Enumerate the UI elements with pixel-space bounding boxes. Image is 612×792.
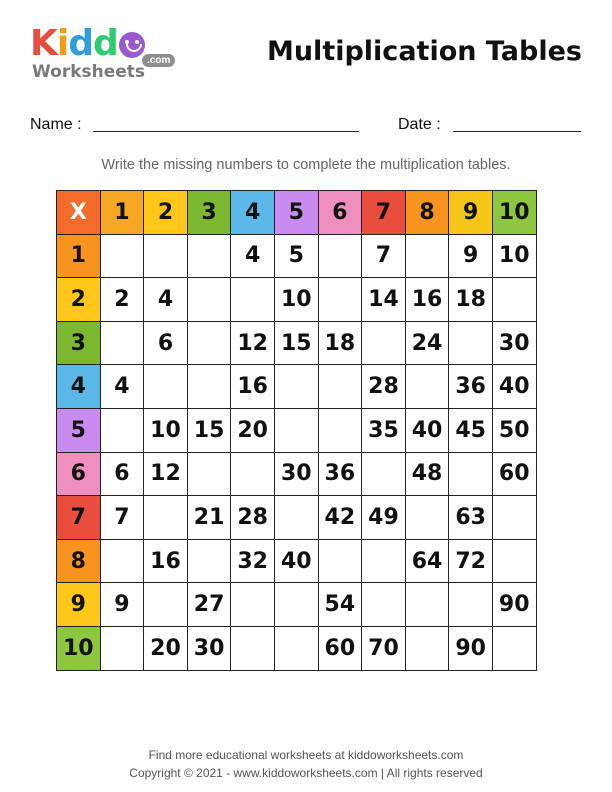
value-cell: 49 xyxy=(362,496,406,540)
blank-answer-cell[interactable] xyxy=(318,408,362,452)
blank-answer-cell[interactable] xyxy=(231,626,275,670)
name-field[interactable] xyxy=(93,131,359,132)
value-cell: 45 xyxy=(449,408,493,452)
table-row xyxy=(57,452,537,496)
value-cell: 24 xyxy=(405,321,449,365)
value-cell: 36 xyxy=(449,365,493,409)
value-cell: 30 xyxy=(492,321,536,365)
blank-answer-cell[interactable] xyxy=(100,626,144,670)
blank-answer-cell[interactable] xyxy=(231,278,275,322)
value-cell: 2 xyxy=(100,278,144,322)
row-header-cell: 4 xyxy=(57,365,101,409)
value-cell: 60 xyxy=(492,452,536,496)
value-cell: 48 xyxy=(405,452,449,496)
table-row xyxy=(57,365,537,409)
value-cell: 60 xyxy=(318,626,362,670)
value-cell: 4 xyxy=(100,365,144,409)
value-cell: 28 xyxy=(362,365,406,409)
column-header-cell: 10 xyxy=(492,191,536,235)
logo-domain-badge: .com xyxy=(142,54,175,67)
kiddo-worksheets-logo xyxy=(30,23,180,84)
table-row xyxy=(57,321,537,365)
value-cell: 28 xyxy=(231,496,275,540)
value-cell: 10 xyxy=(274,278,318,322)
blank-answer-cell[interactable] xyxy=(405,365,449,409)
column-header-cell: 3 xyxy=(187,191,231,235)
row-header-cell: 9 xyxy=(57,583,101,627)
blank-answer-cell[interactable] xyxy=(492,626,536,670)
value-cell: 72 xyxy=(449,539,493,583)
value-cell: 90 xyxy=(492,583,536,627)
instructions-text: Write the missing numbers to complete the multiplication tables. xyxy=(101,157,511,173)
value-cell: 90 xyxy=(449,626,493,670)
blank-answer-cell[interactable] xyxy=(100,539,144,583)
blank-answer-cell[interactable] xyxy=(100,234,144,278)
blank-answer-cell[interactable] xyxy=(274,583,318,627)
value-cell: 54 xyxy=(318,583,362,627)
logo-letter: d xyxy=(68,23,94,64)
value-cell: 9 xyxy=(449,234,493,278)
column-header-cell: 7 xyxy=(362,191,406,235)
blank-answer-cell[interactable] xyxy=(144,496,188,540)
blank-answer-cell[interactable] xyxy=(362,452,406,496)
footer-promo: Find more educational worksheets at kiddoworksheets.com xyxy=(148,748,464,762)
table-row xyxy=(57,496,537,540)
blank-answer-cell[interactable] xyxy=(492,278,536,322)
blank-answer-cell[interactable] xyxy=(144,365,188,409)
column-header-cell: 1 xyxy=(100,191,144,235)
blank-answer-cell[interactable] xyxy=(318,278,362,322)
blank-answer-cell[interactable] xyxy=(492,539,536,583)
value-cell: 40 xyxy=(274,539,318,583)
blank-answer-cell[interactable] xyxy=(144,234,188,278)
value-cell: 16 xyxy=(231,365,275,409)
column-header-cell: 4 xyxy=(231,191,275,235)
blank-answer-cell[interactable] xyxy=(274,408,318,452)
value-cell: 40 xyxy=(405,408,449,452)
blank-answer-cell[interactable] xyxy=(492,496,536,540)
logo-subtitle: Worksheets xyxy=(32,62,146,82)
value-cell: 5 xyxy=(274,234,318,278)
row-header-cell: 8 xyxy=(57,539,101,583)
column-header-cell: 6 xyxy=(318,191,362,235)
value-cell: 64 xyxy=(405,539,449,583)
value-cell: 30 xyxy=(187,626,231,670)
value-cell: 16 xyxy=(405,278,449,322)
value-cell: 14 xyxy=(362,278,406,322)
footer-copyright: Copyright © 2021 - www.kiddoworksheets.com | All rights reserved xyxy=(129,766,483,780)
value-cell: 4 xyxy=(231,234,275,278)
table-row xyxy=(57,539,537,583)
value-cell: 7 xyxy=(100,496,144,540)
logo-letter: i xyxy=(56,23,69,64)
value-cell: 10 xyxy=(492,234,536,278)
value-cell: 32 xyxy=(231,539,275,583)
name-label: Name : xyxy=(30,116,82,133)
table-row xyxy=(57,408,537,452)
value-cell: 40 xyxy=(492,365,536,409)
table-row xyxy=(57,234,537,278)
value-cell: 70 xyxy=(362,626,406,670)
value-cell: 7 xyxy=(362,234,406,278)
blank-answer-cell[interactable] xyxy=(449,452,493,496)
row-header-cell: 3 xyxy=(57,321,101,365)
value-cell: 15 xyxy=(274,321,318,365)
value-cell: 12 xyxy=(231,321,275,365)
value-cell: 50 xyxy=(492,408,536,452)
value-cell: 18 xyxy=(449,278,493,322)
date-field[interactable] xyxy=(453,131,581,132)
logo-letter: K xyxy=(30,23,57,64)
page-title: Multiplication Tables xyxy=(266,36,582,67)
row-header-cell: 2 xyxy=(57,278,101,322)
column-header-cell: 8 xyxy=(405,191,449,235)
value-cell: 35 xyxy=(362,408,406,452)
column-header-cell: 2 xyxy=(144,191,188,235)
column-header-cell: 9 xyxy=(449,191,493,235)
row-header-cell: 5 xyxy=(57,408,101,452)
value-cell: 12 xyxy=(144,452,188,496)
value-cell: 4 xyxy=(144,278,188,322)
table-row xyxy=(57,626,537,670)
blank-answer-cell[interactable] xyxy=(187,452,231,496)
value-cell: 9 xyxy=(100,583,144,627)
header-row xyxy=(57,191,537,235)
row-header-cell: 6 xyxy=(57,452,101,496)
table-row xyxy=(57,583,537,627)
blank-answer-cell[interactable] xyxy=(274,626,318,670)
value-cell: 16 xyxy=(144,539,188,583)
column-header-cell: 5 xyxy=(274,191,318,235)
value-cell: 6 xyxy=(100,452,144,496)
blank-answer-cell[interactable] xyxy=(449,321,493,365)
logo-letter: d xyxy=(93,23,118,64)
blank-answer-cell[interactable] xyxy=(362,583,406,627)
value-cell: 20 xyxy=(231,408,275,452)
blank-answer-cell[interactable] xyxy=(187,365,231,409)
value-cell: 10 xyxy=(144,408,188,452)
blank-answer-cell[interactable] xyxy=(274,496,318,540)
blank-answer-cell[interactable] xyxy=(318,365,362,409)
value-cell: 63 xyxy=(449,496,493,540)
blank-answer-cell[interactable] xyxy=(318,234,362,278)
value-cell: 21 xyxy=(187,496,231,540)
blank-answer-cell[interactable] xyxy=(100,408,144,452)
value-cell: 18 xyxy=(318,321,362,365)
multiplication-table xyxy=(56,190,537,671)
blank-answer-cell[interactable] xyxy=(231,452,275,496)
blank-answer-cell[interactable] xyxy=(362,321,406,365)
corner-cell: X xyxy=(57,191,101,235)
value-cell: 42 xyxy=(318,496,362,540)
value-cell: 6 xyxy=(144,321,188,365)
blank-answer-cell[interactable] xyxy=(187,278,231,322)
blank-answer-cell[interactable] xyxy=(144,583,188,627)
row-header-cell: 7 xyxy=(57,496,101,540)
blank-answer-cell[interactable] xyxy=(274,365,318,409)
value-cell: 30 xyxy=(274,452,318,496)
smiley-icon xyxy=(119,32,145,58)
row-header-cell: 1 xyxy=(57,234,101,278)
logo-wordmark xyxy=(30,23,145,64)
value-cell: 15 xyxy=(187,408,231,452)
blank-answer-cell[interactable] xyxy=(405,234,449,278)
blank-answer-cell[interactable] xyxy=(187,234,231,278)
blank-answer-cell[interactable] xyxy=(187,321,231,365)
blank-answer-cell[interactable] xyxy=(449,583,493,627)
table-row xyxy=(57,278,537,322)
value-cell: 20 xyxy=(144,626,188,670)
date-label: Date : xyxy=(398,116,441,133)
blank-answer-cell[interactable] xyxy=(231,583,275,627)
row-header-cell: 10 xyxy=(57,626,101,670)
blank-answer-cell[interactable] xyxy=(318,539,362,583)
blank-answer-cell[interactable] xyxy=(405,626,449,670)
value-cell: 36 xyxy=(318,452,362,496)
blank-answer-cell[interactable] xyxy=(405,583,449,627)
blank-answer-cell[interactable] xyxy=(362,539,406,583)
blank-answer-cell[interactable] xyxy=(405,496,449,540)
value-cell: 27 xyxy=(187,583,231,627)
blank-answer-cell[interactable] xyxy=(187,539,231,583)
blank-answer-cell[interactable] xyxy=(100,321,144,365)
